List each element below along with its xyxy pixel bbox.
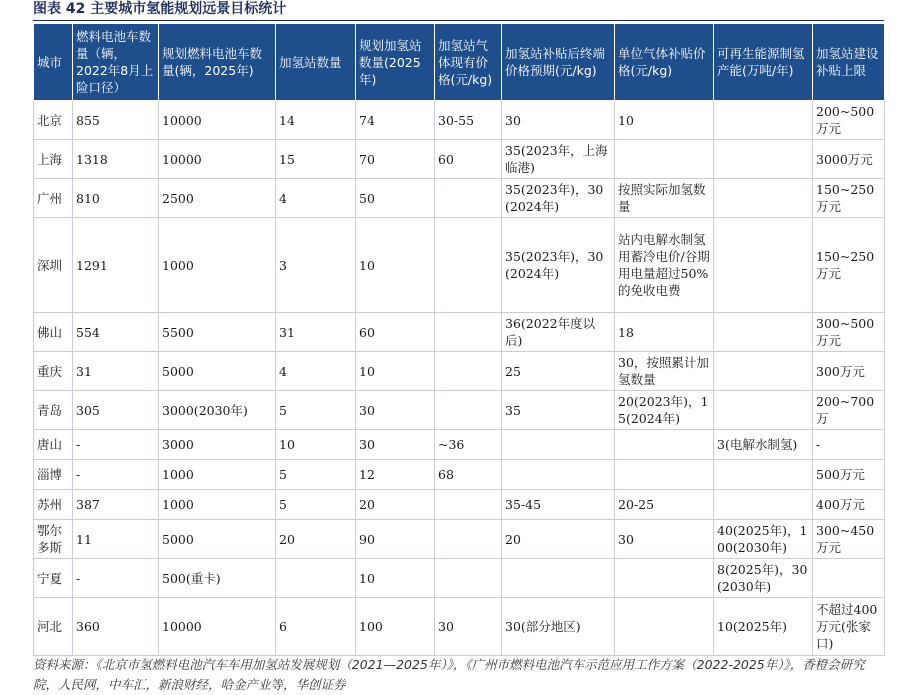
table-cell: 35-45: [502, 490, 615, 520]
table-cell: [502, 460, 615, 490]
table-cell: [714, 218, 813, 313]
table-row: [34, 391, 885, 430]
table-cell: 90: [356, 520, 435, 559]
city-cell: 广州: [34, 179, 73, 218]
table-cell: [435, 520, 502, 559]
table-cell: 35: [502, 391, 615, 430]
table-cell: 30: [356, 430, 435, 460]
table-row: [34, 218, 885, 313]
table-cell: 5: [276, 490, 356, 520]
header-cell: 加氢站建设补贴上限: [813, 24, 885, 101]
table-cell: 30(部分地区): [502, 598, 615, 656]
city-cell: 佛山: [34, 313, 73, 352]
table-row: [34, 559, 885, 598]
table-cell: [276, 559, 356, 598]
header-cell: 加氢站补贴后终端价格预期(元/kg): [502, 24, 615, 101]
table-cell: 30，按照累计加氢数量: [615, 352, 714, 391]
table-cell: 30-55: [435, 101, 502, 140]
table-row: [34, 352, 885, 391]
city-cell: 青岛: [34, 391, 73, 430]
table-cell: [615, 460, 714, 490]
table-cell: 4: [276, 352, 356, 391]
table-cell: 31: [276, 313, 356, 352]
table-cell: 25: [502, 352, 615, 391]
table-cell: ~36: [435, 430, 502, 460]
table-cell: [435, 313, 502, 352]
table-cell: 1000: [159, 218, 276, 313]
table-cell: 按照实际加氢数量: [615, 179, 714, 218]
table-cell: 68: [435, 460, 502, 490]
table-cell: [714, 391, 813, 430]
table-cell: 8(2025年)，30(2030年): [714, 559, 813, 598]
table-cell: 387: [73, 490, 159, 520]
header-cell: 规划燃料电池车数量(辆，2025年): [159, 24, 276, 101]
table-cell: 10: [615, 101, 714, 140]
table-cell: [714, 352, 813, 391]
table-cell: [435, 490, 502, 520]
hydrogen-plan-table: [33, 23, 885, 656]
table-cell: 20(2023年)，15(2024年): [615, 391, 714, 430]
city-cell: 上海: [34, 140, 73, 179]
table-cell: [813, 559, 885, 598]
table-cell: 15: [276, 140, 356, 179]
table-cell: 30: [435, 598, 502, 656]
table-cell: -: [813, 430, 885, 460]
table-cell: 5: [276, 460, 356, 490]
table-cell: 10: [276, 430, 356, 460]
table-cell: 11: [73, 520, 159, 559]
table-cell: [714, 490, 813, 520]
table-cell: 300~500万元: [813, 313, 885, 352]
table-cell: 810: [73, 179, 159, 218]
table-cell: 150~250万元: [813, 179, 885, 218]
table-cell: 1000: [159, 460, 276, 490]
header-cell: 加氢站数量: [276, 24, 356, 101]
table-cell: 10(2025年): [714, 598, 813, 656]
table-cell: 1000: [159, 490, 276, 520]
table-cell: 1318: [73, 140, 159, 179]
city-cell: 河北: [34, 598, 73, 656]
table-cell: 40(2025年)，100(2030年): [714, 520, 813, 559]
table-cell: [435, 218, 502, 313]
title-divider: [33, 20, 884, 21]
table-cell: 100: [356, 598, 435, 656]
city-cell: 深圳: [34, 218, 73, 313]
header-cell: 燃料电池车数量（辆，2022年8月上险口径）: [73, 24, 159, 101]
header-cell: 规划加氢站数量(2025年): [356, 24, 435, 101]
table-cell: 12: [356, 460, 435, 490]
header-cell: 加氢站气体现有价格(元/kg): [435, 24, 502, 101]
table-cell: 300万元: [813, 352, 885, 391]
table-cell: [502, 430, 615, 460]
table-cell: [435, 391, 502, 430]
table-cell: 35(2023年)，30(2024年): [502, 179, 615, 218]
table-cell: 200~700万: [813, 391, 885, 430]
city-cell: 鄂尔多斯: [34, 520, 73, 559]
table-row: [34, 598, 885, 656]
table-cell: 5000: [159, 520, 276, 559]
table-cell: 14: [276, 101, 356, 140]
table-cell: 400万元: [813, 490, 885, 520]
table-cell: 70: [356, 140, 435, 179]
table-row: [34, 490, 885, 520]
table-cell: 30: [502, 101, 615, 140]
table-cell: [714, 313, 813, 352]
city-cell: 苏州: [34, 490, 73, 520]
table-cell: [714, 460, 813, 490]
header-cell: 单位气体补贴价格(元/kg): [615, 24, 714, 101]
table-cell: 20: [276, 520, 356, 559]
table-cell: 74: [356, 101, 435, 140]
table-cell: [435, 559, 502, 598]
table-row: [34, 460, 885, 490]
city-cell: 宁夏: [34, 559, 73, 598]
table-cell: [615, 140, 714, 179]
table-cell: 4: [276, 179, 356, 218]
table-cell: 5500: [159, 313, 276, 352]
table-cell: 35(2023年，上海临港): [502, 140, 615, 179]
table-cell: 60: [435, 140, 502, 179]
table-cell: 站内电解水制氢用蓄冷电价/谷期用电量超过50%的免收电费: [615, 218, 714, 313]
header-row: [34, 24, 885, 101]
table-row: [34, 179, 885, 218]
table-cell: 35(2023年)，30(2024年): [502, 218, 615, 313]
table-cell: 31: [73, 352, 159, 391]
table-row: [34, 140, 885, 179]
table-cell: 60: [356, 313, 435, 352]
table-cell: 1291: [73, 218, 159, 313]
table-cell: 3: [276, 218, 356, 313]
table-cell: 18: [615, 313, 714, 352]
table-cell: 305: [73, 391, 159, 430]
table-cell: [615, 430, 714, 460]
table-cell: 20: [356, 490, 435, 520]
table-cell: 150~250万元: [813, 218, 885, 313]
table-cell: [435, 179, 502, 218]
table-cell: 5: [276, 391, 356, 430]
table-cell: 300~450万元: [813, 520, 885, 559]
table-cell: 554: [73, 313, 159, 352]
city-cell: 北京: [34, 101, 73, 140]
table-cell: 855: [73, 101, 159, 140]
table-cell: 10000: [159, 598, 276, 656]
table-cell: 10000: [159, 140, 276, 179]
table-cell: 3000(2030年): [159, 391, 276, 430]
table-title: 图表 42 主要城市氢能规划远景目标统计: [33, 1, 287, 17]
table-cell: 不超过400万元(张家口): [813, 598, 885, 656]
table-row: [34, 430, 885, 460]
table-cell: 30: [356, 391, 435, 430]
table-cell: 50: [356, 179, 435, 218]
table-row: [34, 520, 885, 559]
table-cell: [615, 598, 714, 656]
table-cell: 10: [356, 352, 435, 391]
table-row: [34, 101, 885, 140]
table-cell: -: [73, 430, 159, 460]
city-cell: 唐山: [34, 430, 73, 460]
table-cell: 500(重卡): [159, 559, 276, 598]
table-cell: 30: [615, 520, 714, 559]
city-cell: 重庆: [34, 352, 73, 391]
table-cell: 3000万元: [813, 140, 885, 179]
table-cell: [714, 179, 813, 218]
table-cell: 10: [356, 559, 435, 598]
table-cell: [714, 101, 813, 140]
table-cell: 360: [73, 598, 159, 656]
table-cell: 200~500万元: [813, 101, 885, 140]
table-cell: 2500: [159, 179, 276, 218]
table-cell: 36(2022年度以后): [502, 313, 615, 352]
table-cell: [615, 559, 714, 598]
table-cell: -: [73, 460, 159, 490]
table-cell: 3000: [159, 430, 276, 460]
table-cell: 10000: [159, 101, 276, 140]
header-cell: 可再生能源制氢产能(万吨/年): [714, 24, 813, 101]
table-cell: [435, 352, 502, 391]
table-cell: 20-25: [615, 490, 714, 520]
city-cell: 淄博: [34, 460, 73, 490]
table-cell: -: [73, 559, 159, 598]
table-cell: 20: [502, 520, 615, 559]
table-cell: 3(电解水制氢): [714, 430, 813, 460]
table-row: [34, 313, 885, 352]
table-cell: 10: [356, 218, 435, 313]
table-cell: 500万元: [813, 460, 885, 490]
source-note: 资料来源：《北京市氢燃料电池汽车车用加氢站发展规划（2021—2025年）》，《广州市燃料电池汽车示范应用工作方案（2022-2025年）》，香橙会研究院，人民网，中车汇，新浪财经，哈金产业等，华创证券: [33, 657, 865, 692]
table-cell: [714, 140, 813, 179]
header-cell: 城市: [34, 24, 73, 101]
table-cell: [502, 559, 615, 598]
table-cell: 6: [276, 598, 356, 656]
table-cell: 5000: [159, 352, 276, 391]
